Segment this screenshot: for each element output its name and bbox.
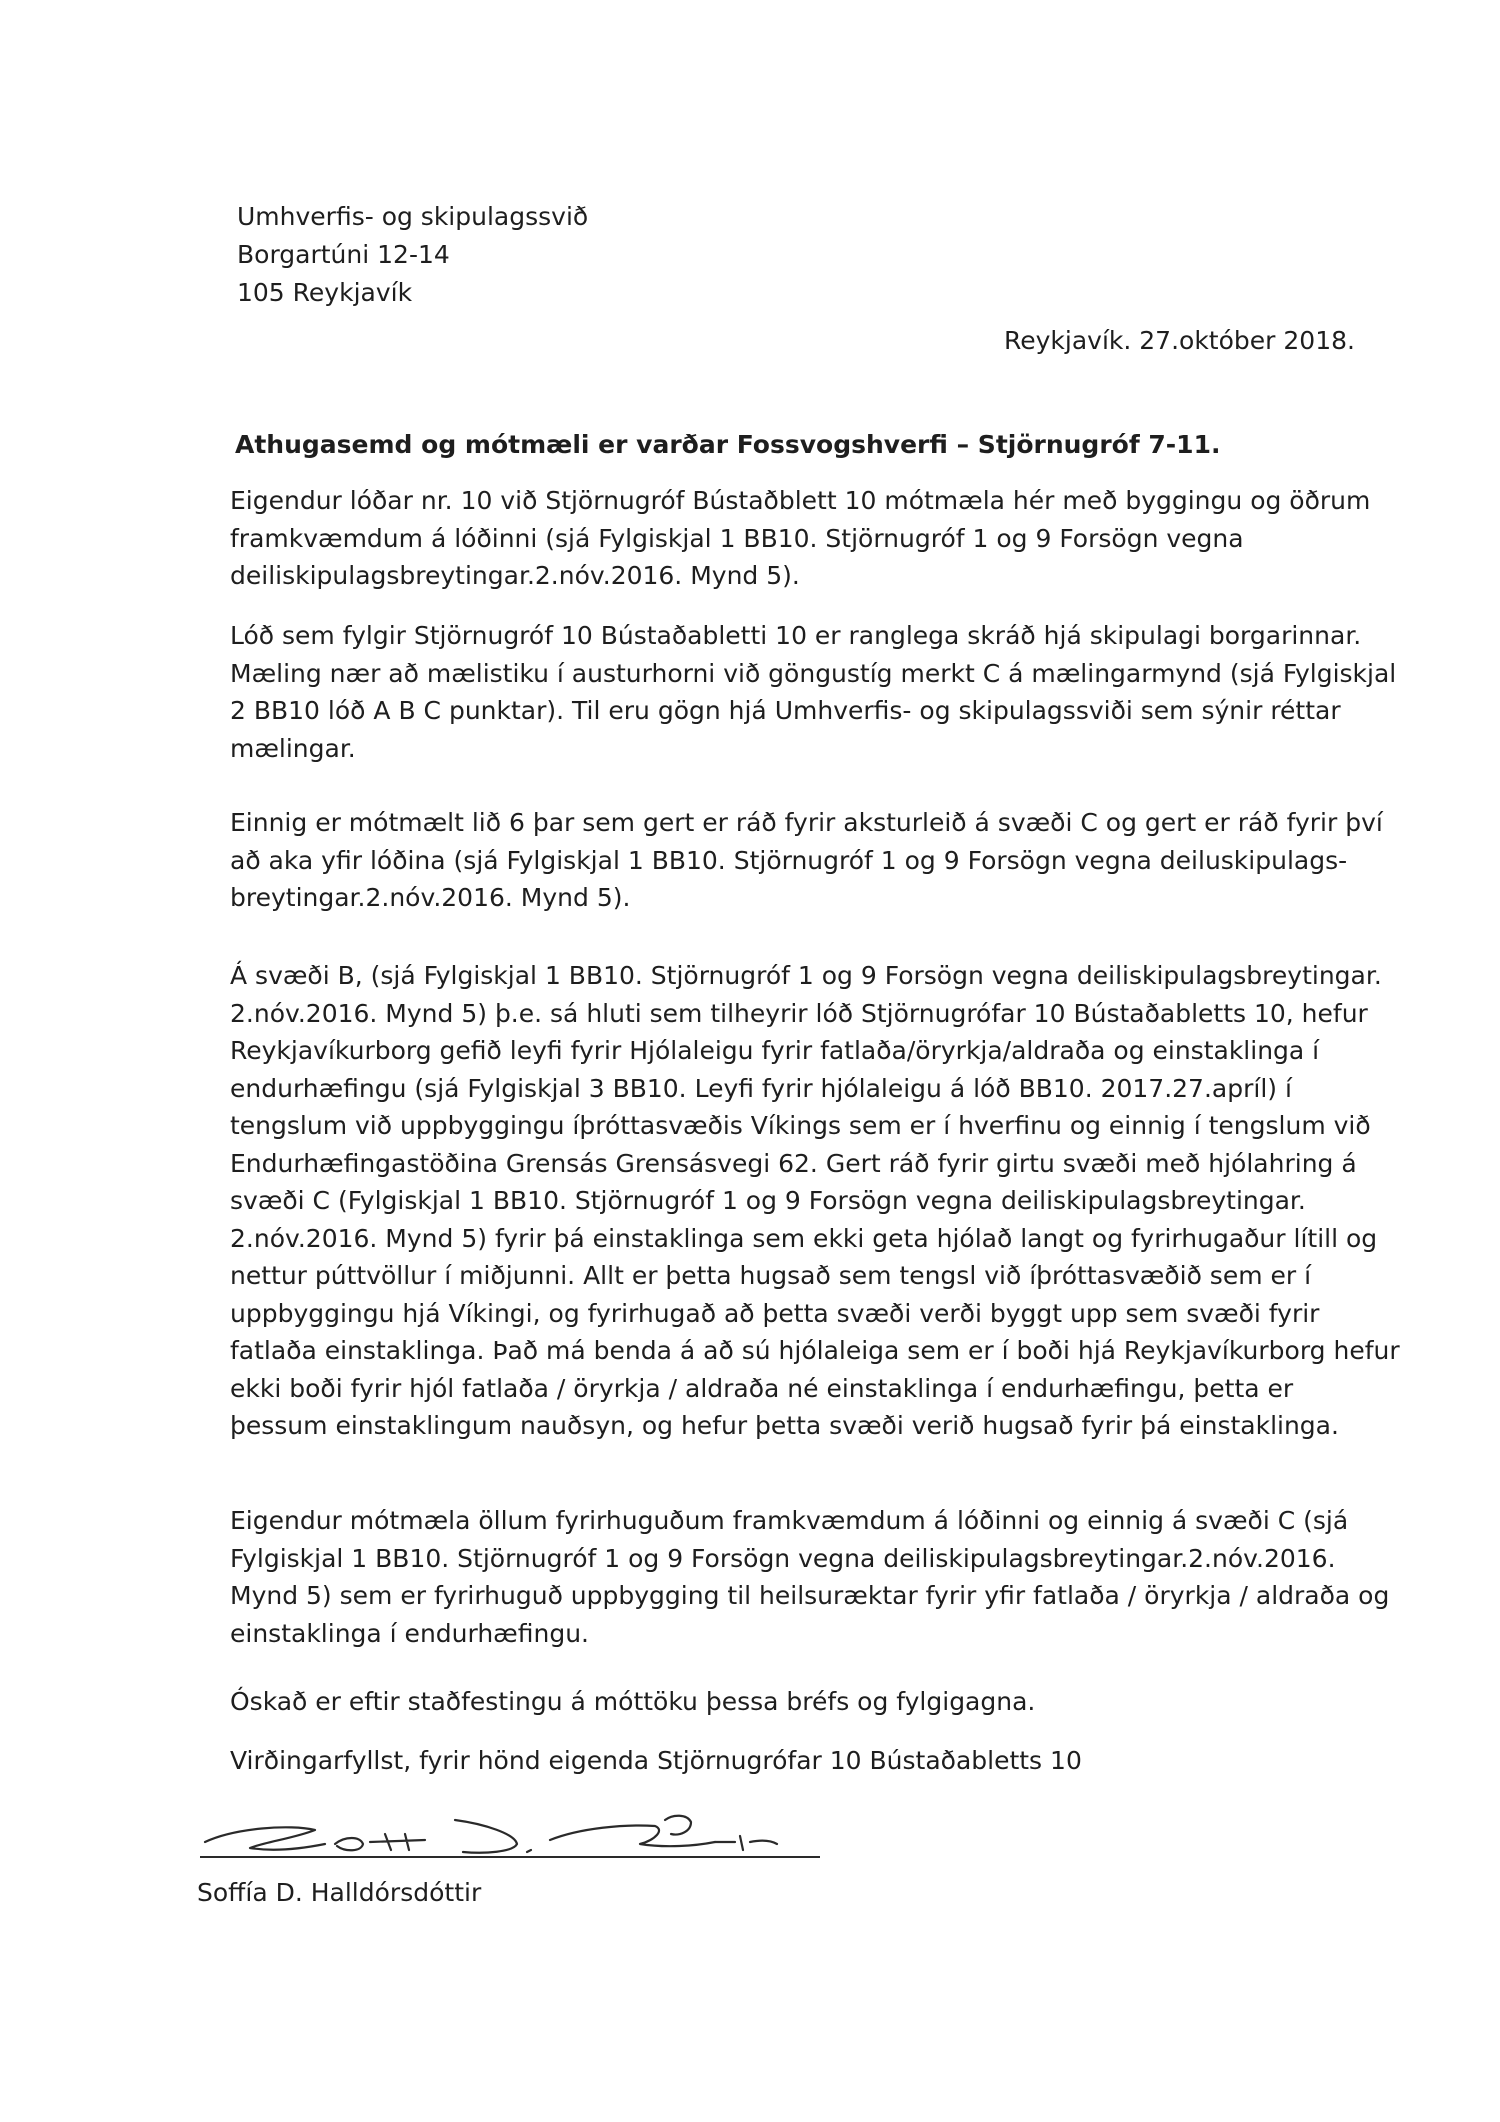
text-line: 2.nóv.2016. Mynd 5) fyrir þá einstaklinga sem ekki geta hjólað langt og fyrirhugaður lítill og: [230, 1223, 1378, 1253]
text-line: Endurhæfingastöðina Grensás Grensásvegi 62. Gert ráð fyrir girtu svæði með hjólahring á: [230, 1148, 1357, 1178]
text-line: endurhæfingu (sjá Fylgiskjal 3 BB10. Leyfi fyrir hjólaleigu á lóð BB10. 2017.27.apríl) í: [230, 1073, 1292, 1103]
text-line: að aka yfir lóðina (sjá Fylgiskjal 1 BB10. Stjörnugróf 1 og 9 Forsögn vegna deiluskipulags-: [230, 845, 1348, 875]
text-line: Eigendur lóðar nr. 10 við Stjörnugróf Bústaðblett 10 mótmæla hér með byggingu og öðrum: [230, 486, 1371, 515]
text-line: Fylgiskjal 1 BB10. Stjörnugróf 1 og 9 Forsögn vegna deiliskipulagsbreytingar.2.nóv.2016.: [230, 1543, 1336, 1573]
paragraph-confirmation-request: [230, 1683, 1330, 1721]
paragraph-driveway: [230, 804, 1383, 917]
text-line: mælingar.: [230, 733, 356, 763]
text-line: ekki boði fyrir hjól fatlaða / öryrkja / aldraða né einstaklinga í endurhæfingu, þetta er: [230, 1373, 1294, 1403]
text-line: Reykjavíkurborg gefið leyfi fyrir Hjólaleigu fyrir fatlaða/öryrkja/aldraða og einstaklinga í: [230, 1036, 1320, 1065]
text-line: 2 BB10 lóð A B C punktar). Til eru gögn hjá Umhverfis- og skipulagssviði sem sýnir réttar: [230, 696, 1341, 725]
signature-line: [200, 1856, 820, 1858]
text-line: nettur púttvöllur í miðjunni. Allt er þetta hugsað sem tengsl við íþróttasvæðið sem er í: [230, 1261, 1312, 1290]
text-line: Mæling nær að mælistiku í austurhorni við göngustíg merkt C á mælingarmynd (sjá Fylgiskjal: [230, 658, 1397, 688]
recipient-line-1: Umhverfis- og skipulagssvið: [237, 202, 589, 231]
text-line: uppbyggingu hjá Víkingi, og fyrirhugað að þetta svæði verði byggt upp sem svæði fyrir: [230, 1298, 1320, 1328]
text-line: tengslum við uppbyggingu íþróttasvæðis Víkings sem er í hverfinu og einnig í tengslum við: [230, 1111, 1371, 1140]
paragraph-area-b: [230, 957, 1400, 1445]
text-line: Mynd 5) sem er fyrirhuguð uppbygging til heilsuræktar fyrir yfir fatlaða / öryrkja / aldraða og: [230, 1581, 1390, 1610]
text-line: Virðingarfyllst, fyrir hönd eigenda Stjörnugrófar 10 Bústaðabletts 10: [230, 1746, 1082, 1775]
handwritten-signature: [195, 1790, 835, 1865]
text-line: einstaklinga í endurhæfingu.: [230, 1618, 589, 1648]
text-line: þessum einstaklingum nauðsyn, og hefur þetta svæði verið hugsað fyrir þá einstaklinga.: [230, 1411, 1339, 1440]
text-line: Á svæði B, (sjá Fylgiskjal 1 BB10. Stjörnugróf 1 og 9 Forsögn vegna deiliskipulagsbreytingar.: [230, 961, 1382, 990]
recipient-line-3: 105 Reykjavík: [237, 278, 413, 307]
paragraph-lot-measurement: [230, 617, 1397, 767]
letter-date: Reykjavík. 27.október 2018.: [1004, 326, 1355, 355]
text-line: Eigendur mótmæla öllum fyrirhuguðum framkvæmdum á lóðinni og einnig á svæði C (sjá: [230, 1506, 1349, 1535]
text-line: Lóð sem fylgir Stjörnugróf 10 Bústaðabletti 10 er ranglega skráð hjá skipulagi borgarinnar.: [230, 621, 1362, 650]
letter-subject: Athugasemd og mótmæli er varðar Fossvogshverfi – Stjörnugróf 7-11.: [235, 430, 1221, 459]
text-line: Óskað er eftir staðfestingu á móttöku þessa bréfs og fylgigagna.: [230, 1687, 1036, 1716]
recipient-address: [237, 198, 588, 312]
text-line: Einnig er mótmælt lið 6 þar sem gert er ráð fyrir aksturleið á svæði C og gert er ráð fyrir því: [230, 808, 1383, 837]
recipient-line-2: Borgartúni 12-14: [237, 240, 450, 269]
text-line: deiliskipulagsbreytingar.2.nóv.2016. Mynd 5).: [230, 561, 800, 590]
paragraph-owners-object: [230, 1502, 1390, 1652]
text-line: 2.nóv.2016. Mynd 5) þ.e. sá hluti sem tilheyrir lóð Stjörnugrófar 10 Bústaðabletts 10, hefur: [230, 998, 1368, 1028]
signer-name: Soffía D. Halldórsdóttir: [197, 1878, 482, 1907]
paragraph-objection: [230, 482, 1371, 595]
text-line: svæði C (Fylgiskjal 1 BB10. Stjörnugróf 1 og 9 Forsögn vegna deiliskipulagsbreytingar.: [230, 1186, 1306, 1215]
text-line: breytingar.2.nóv.2016. Mynd 5).: [230, 883, 631, 912]
text-line: framkvæmdum á lóðinni (sjá Fylgiskjal 1 BB10. Stjörnugróf 1 og 9 Forsögn vegna: [230, 523, 1244, 553]
closing-line: [230, 1742, 1330, 1780]
text-line: fatlaða einstaklinga. Það má benda á að sú hjólaleiga sem er í boði hjá Reykjavíkurborg hefur: [230, 1336, 1400, 1365]
